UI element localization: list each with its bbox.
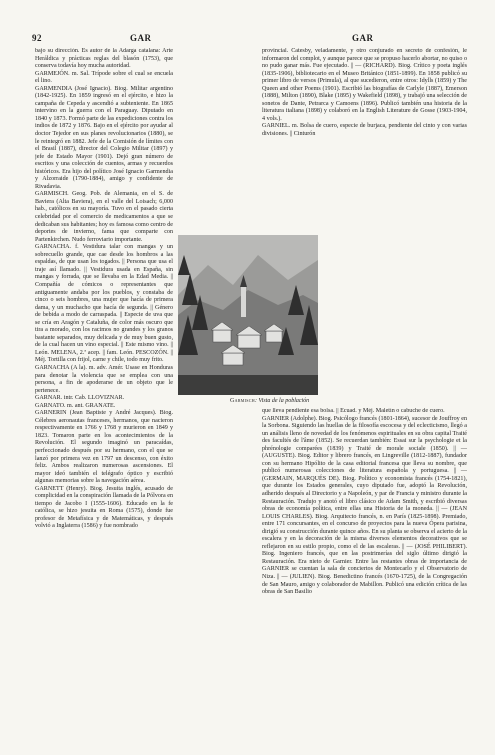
entry-garmisch: GARMISCH. Geog. Pob. de Alemania, en el S. de Baviera (Alta Baviera), en el valle del Loisach; 6,000 hab., católicos en su mayoría. Tuvo en el pasado cierta celebridad por el comercio de medicamentos a que se dedicaban sus habitantes; hoy es famosa como centro de deportes de invierno, fama que comparte con Partenkirchen. Nudo ferroviario importante. <box>35 191 173 243</box>
photo-caption: Garmisch: Vista de la población <box>230 398 310 404</box>
entry-garnier: GARNIER (Adolphe). Biog. Psicólogo francés (1801-1864), sucesor de Jouffroy en la Sorbona. Siguiendo las huellas de la filosofía escocesa y del eclecticismo, llegó a un análisis lleno de novedad de los fenómenos espirituales en su obra capital Traité des facultés de l'âme (1852). Se recuerdan también: Essai sur la psychologie et la phrénologie comparées (1839) y Traité de morale sociale (1850). || — (AUGUSTE). Biog. Editor y librero francés, en Lingreville (1812-1887), fundador con su hermano Hipólito de la casa editorial francesa que lleva su nombre, que publicó numerosas colecciones de literatura española y portuguesa. || — (GERMAIN, MARQUÉS DE). Biog. Político y economista francés (1754-1821), que durante los Estados generales, cuyo diputado fue, adoptó la Revolución, adherido después al Directorio y a Napoleón, y par de Francia y ministro durante la Restauración. Tradujo y anotó el libro clásico de Adam Smith, y escribió diversas obras de economía política, entre ellas una Historia de la moneda. || — (JEAN LOUIS CHARLES). Biog. Arquitecto francés, n. en París (1825-1898). Premiado, entre 171 concursantes, en el concurso de proyectos para la nueva Ópera parisina, dirigió su construcción durante quince años. En su planta se observa el acierto de la escalera y en la decoración de la misma diversos elementos decorativos que se reflejaron en su estilo propio, como el de las escaleras. || — (JOSÉ PHILIBERT). Biog. Ingeniero francés, que en las postrimerías del siglo último dirigió la Restauración. Era nieto de Garnier. Entre las restantes obras de importancia de GARNIER se cuentan la sala de conciertos de Montecarlo y el Observatorio de Niza. || — (JULIEN). Biog. Benedictino francés (1670-1725), de la Congregación de San Mauro, amigo y colaborador de Mabillon. Publicó una edición crítica de las obras de San Basilio <box>262 415 467 596</box>
entry-text: bajo su dirección. Es autor de la Adarga catalana: Arte Heráldica y prácticas reglas del blasón (1753), que conserva todavía hoy mucha autoridad. <box>35 48 173 70</box>
entry-garmejon: GARMEJÓN. m. Sal. Trípode sobre el cual se encuela el lino. <box>35 70 173 85</box>
photo-illustration <box>178 235 318 395</box>
entry-garmendia: GARMENDIA (José Ignacio). Biog. Militar argentino (1842-1925). En 1859 ingresó en el ejército, e hizo la campaña de Cepeda y ascendió a subteniente. En 1865 intervino en la guerra con el Paraguay. Diputado en 1840 y 1873. Formó parte de las expediciones contra los indios de 1872 y 1876. Bajo en el ejército por ayudar al doctor Tejedor en sus planes revolucionarios (1880), se le reintegró en 1882. Jefe de la Comisión de límites con el Brasil (1887), director del Colegio Militar (1897) y jefe de Estado Mayor (1901). Dejó gran número de escritos y una colección de cuentos, armas y recuerdos históricos. Era hijo del político José Ignacio Garmendia y Alzorraide (1790-1884), amigo y confidente de Rivadavia. <box>35 85 173 190</box>
running-head-left: GAR <box>130 33 152 43</box>
entry-garnett: GARNETT (Henry). Biog. Jesuita inglés, acusado de complicidad en la conspiración llamada de la Pólvora en tiempo de Jacobo I (1555-1606). Educado en la fe católica, se hizo jesuita en Roma (1575), donde fue profesor de Metafísica y de Matemáticas, y después volvió a Inglaterra (1586) y fue nombrado <box>35 485 173 530</box>
left-column <box>35 48 173 718</box>
entry-garnar: GARNAR. intr. Cab. LLOVIZNAR. <box>35 395 125 402</box>
garmisch-photo <box>178 235 318 395</box>
running-head-right: GAR <box>352 33 374 43</box>
entry-garnacha-a-la: GARNACHA (A la). m. adv. Amér. Usase en Honduras para denotar la violencia que se emplea con una persona, a fin de apoderarse de un objeto que le pertenece. <box>35 364 173 394</box>
entry-garniel: GARNIEL. m. Bolsa de cuero, especie de burjaca, pendiente del cinto y con varias divisiones. || Cinturón <box>262 123 467 138</box>
right-column-bottom <box>262 408 467 718</box>
entry-garnerin: GARNERIN (Jean Baptiste y André Jacques). Biog. Célebres aeronautas franceses, hermanos, que nacieron respectivamente en 1766 y 1768 y murieron en 1849 y 1823. Tomaron parte en los acontecimientos de la Revolución. El segundo imaginó un paracaídas, perfeccionado después por su hermano, con el que se lanzó por primera vez en 1797 un descenso, con éxito feliz. Ambos realizaron numerosas ascensiones. El mayor ideó también el telégrafo óptico y escribió algunas memorias sobre la navegación aérea. <box>35 410 173 485</box>
entry-garnett-cont: provincial. Catesby, veladamente, y otro conjurado en secreto de confesión, le informaron del complot, y aunque parece que se propuso hacerlo abortar, no quiso o no pudo ganar más. Fue ejecutado. || — (RICHARD). Biog. Crítico y poeta inglés (1835-1906), bibliotecario en el Museo Británico (1851-1899). En 1858 publicó su primer libro de versos (Primula), al que sucedieron, entre otros: Idylls (1859) y The Queen and other Poems (1901). Escribió las biografías de Carlyle (1887), Emerson (1888), Milton (1890), Blake (1895) y Wakefield (1898), y trabajó una selección de sonetos de Dante, Petrarca y Camoens (1896). Publicó también una historia de la literatura italiana (1898) y colaboró en la English Literature de Gosse (1903-1904, 4 vols.). <box>262 48 467 122</box>
page-number: 92 <box>32 33 42 43</box>
caption-place: Garmisch <box>230 398 255 404</box>
caption-text: Vista de la población <box>258 398 310 404</box>
entry-garnacha: GARNACHA. f. Vestidura talar con mangas y un sobrecuello grande, que cae desde los hombros a las espaldas, de que usan los togados. || Persona que usa el traje así llamado. || Vestidura usada en España, sin mangas y forrada, que se llevaba en la Edad Media. || Compañía de cómicos o representantes que antiguamente andaba por los pueblos, y constaba de cinco o seis hombres, una mujer que hacía de primera dama, y un muchacho que hacía de segunda. || Género de bebida a modo de carraspada. || Especie de uva que se cría en Aragón y Cataluña, de color más oscuro que tira a morado, con los racimos no grandes y los granos bastante separados, muy delicada y de muy buen gusto, de la cual hacen un vino especial. || Este mismo vino. || León. MELENA, 2.ª acep. || fam. León. PESCOZÓN. || Méj. Tortilla con frijol, carne y chile, todo muy frito. <box>35 244 173 364</box>
entry-garniel-cont: que lleva pendiente esa bolsa. || Ecuad. y Méj. Maletín o cabuche de cuero. <box>262 408 445 414</box>
right-column-top <box>262 48 467 228</box>
entry-garnato: GARNATO. m. ant. GRANATE. <box>35 402 116 409</box>
